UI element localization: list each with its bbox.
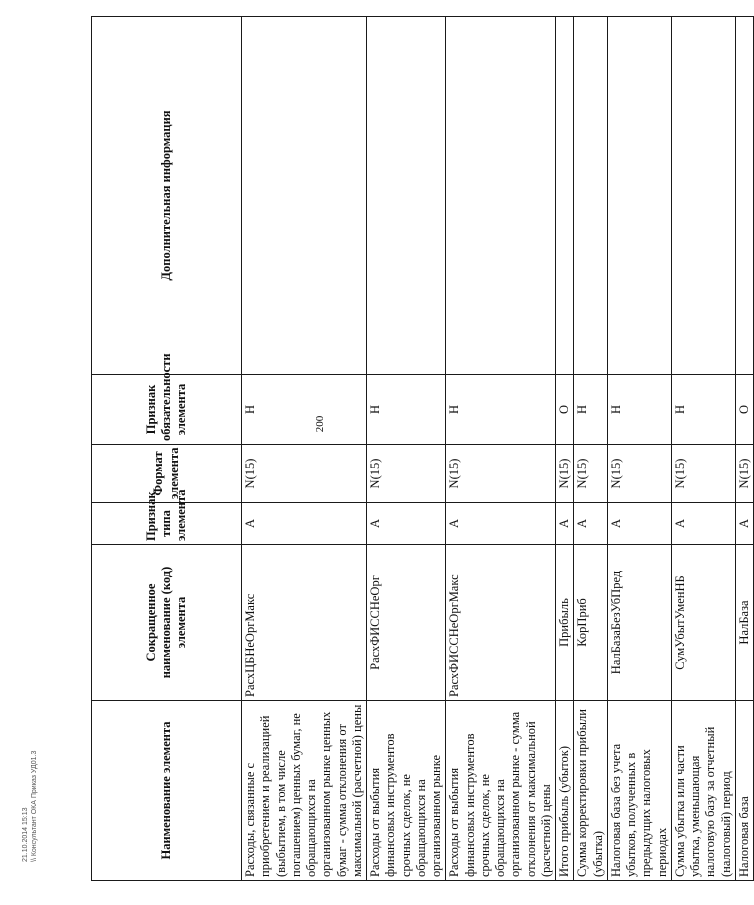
cell-code: СумУбытУменНБ <box>671 545 735 701</box>
cell-info <box>446 17 556 375</box>
cell-required: Н <box>242 375 367 445</box>
page-number: 200 <box>314 415 326 433</box>
cell-name: Налоговая база <box>735 701 753 881</box>
column-header-format: Формат элемента <box>92 445 242 503</box>
cell-required: Н <box>607 375 671 445</box>
cell-type: А <box>735 503 753 545</box>
cell-info <box>574 17 608 375</box>
cell-format: N(15) <box>242 445 367 503</box>
table-header-row <box>92 17 242 881</box>
cell-type: А <box>556 503 574 545</box>
cell-type: А <box>446 503 556 545</box>
footer-source: \\ Консультант ОКА Приказ УД01.3 <box>31 750 38 862</box>
cell-required: Н <box>574 375 608 445</box>
cell-required: Н <box>671 375 735 445</box>
column-header-info: Дополнительная информация <box>92 17 242 375</box>
cell-code: РасхФИССНеОрг <box>367 545 446 701</box>
table-row <box>574 17 608 881</box>
cell-format: N(15) <box>607 445 671 503</box>
cell-name: Сумма корректировки прибыли (убытка) <box>574 701 608 881</box>
cell-format: N(15) <box>735 445 753 503</box>
cell-format: N(15) <box>367 445 446 503</box>
table-row <box>556 17 574 881</box>
cell-info <box>242 17 367 375</box>
cell-type: А <box>671 503 735 545</box>
cell-type: А <box>242 503 367 545</box>
cell-required: О <box>556 375 574 445</box>
table-row <box>446 17 556 881</box>
cell-info <box>735 17 753 375</box>
cell-name: Итого прибыль (убыток) <box>556 701 574 881</box>
cell-type: А <box>574 503 608 545</box>
column-header-code: Сокращенное наименование (код) элемента <box>92 545 242 701</box>
table-row <box>242 17 367 881</box>
cell-type: А <box>367 503 446 545</box>
cell-code: Прибыль <box>556 545 574 701</box>
cell-name: Расходы от выбытия финансовых инструментов срочных сделок, не обращающихся на организованном рынке - сумма отклонения от максимальной (расчетной) цены <box>446 701 556 881</box>
cell-required: Н <box>367 375 446 445</box>
cell-code: НалБаза <box>735 545 753 701</box>
cell-code: РасхЦБНеОргМакс <box>242 545 367 701</box>
rotated-page <box>91 17 751 881</box>
cell-format: N(15) <box>671 445 735 503</box>
cell-name: Расходы от выбытия финансовых инструментов срочных сделок, не обращающихся на организованном рынке <box>367 701 446 881</box>
table-row <box>735 17 753 881</box>
table-row <box>367 17 446 881</box>
element-spec-table <box>91 16 754 881</box>
cell-format: N(15) <box>556 445 574 503</box>
cell-info <box>556 17 574 375</box>
cell-required: Н <box>446 375 556 445</box>
cell-name: Налоговая база без учета убытков, полученных в предыдущих налоговых периодах <box>607 701 671 881</box>
cell-info <box>367 17 446 375</box>
cell-type: А <box>607 503 671 545</box>
cell-code: НалБазаБезУбПред <box>607 545 671 701</box>
column-header-name: Наименование элемента <box>92 701 242 881</box>
cell-code: КорПриб <box>574 545 608 701</box>
table-row <box>607 17 671 881</box>
cell-format: N(15) <box>574 445 608 503</box>
table-row <box>671 17 735 881</box>
cell-info <box>607 17 671 375</box>
cell-format: N(15) <box>446 445 556 503</box>
column-header-required: Признак обязательности элемента <box>92 375 242 445</box>
cell-code: РасхФИССНеОргМакс <box>446 545 556 701</box>
cell-name: Расходы, связанные с приобретением и реализацией (выбытием, в том числе погашением) ценных бумаг, не обращающихся на организованном рынке ценных бумаг - сумма отклонения от максимальной (расчетной) цены <box>242 701 367 881</box>
cell-name: Сумма убытка или части убытка, уменьшающая налоговую базу за отчетный (налоговый) период <box>671 701 735 881</box>
footer-timestamp: 21.10.2014 15:13 <box>22 807 29 862</box>
column-header-type: Признак типа элемента <box>92 503 242 545</box>
cell-info <box>671 17 735 375</box>
cell-required: О <box>735 375 753 445</box>
